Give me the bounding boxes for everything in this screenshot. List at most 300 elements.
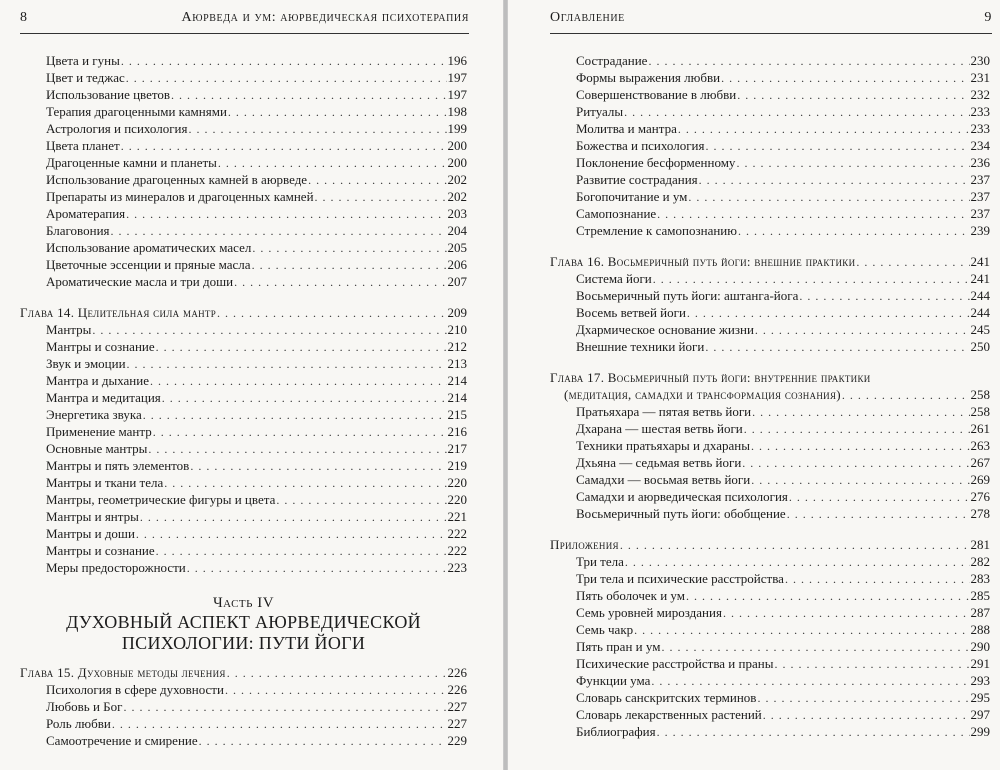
dot-leader [150, 373, 447, 390]
dot-leader [143, 407, 447, 424]
toc-entry-title: Пять оболочек и ум [576, 588, 685, 603]
toc-entry[interactable] [550, 287, 990, 304]
toc-entry-title: Мантры и ткани тела [46, 475, 164, 490]
toc-entry-title: Использование драгоценных камней в аюрведе [46, 172, 308, 187]
toc-entry[interactable] [20, 137, 467, 154]
chapter-page: 241 [970, 254, 990, 269]
toc-chapter-14[interactable] [20, 304, 467, 321]
toc-entry-title: Энергетика звука [46, 407, 142, 422]
toc-entry-title: Система йоги [576, 271, 652, 286]
toc-entry[interactable] [20, 389, 467, 406]
dot-leader [757, 690, 969, 707]
toc-entry[interactable] [550, 137, 990, 154]
dot-leader [228, 104, 447, 121]
toc-entry-title: Самоотречение и смирение [46, 733, 198, 748]
toc-entry-title: Меры предосторожности [46, 560, 186, 575]
toc-chapter-17[interactable] [550, 369, 990, 403]
toc-entry[interactable] [550, 154, 990, 171]
toc-entry-page: 204 [447, 223, 467, 238]
toc-entry[interactable] [550, 69, 990, 86]
chapter-title: Глава 15. Духовные методы лечения [20, 665, 226, 680]
toc-entry[interactable] [550, 420, 990, 437]
dot-leader [752, 404, 969, 421]
dot-leader [721, 70, 969, 87]
dot-leader [648, 53, 969, 70]
toc-entry[interactable] [550, 222, 990, 239]
toc-entry-title: Психология в сфере духовности [46, 682, 224, 697]
toc-entry[interactable] [550, 437, 990, 454]
toc-entry[interactable] [550, 689, 990, 706]
toc-entry-title: Ароматические масла и три доши [46, 274, 234, 289]
toc-entry-page: 202 [447, 172, 467, 187]
toc-entry[interactable] [20, 86, 467, 103]
toc-entry-title: Роль любви [46, 716, 111, 731]
toc-entry[interactable] [20, 52, 467, 69]
toc-entry-page: 237 [970, 206, 990, 221]
toc-entry[interactable] [550, 403, 990, 420]
toc-entry-title: Формы выражения любви [576, 70, 721, 85]
toc-entry-page: 227 [447, 716, 467, 731]
toc-entry-page: 258 [970, 404, 990, 419]
right-page [507, 0, 1000, 770]
dot-leader [199, 733, 447, 750]
toc-entry-page: 221 [447, 509, 467, 524]
toc-entry[interactable] [550, 553, 990, 570]
toc-entry-page: 234 [970, 138, 990, 153]
part-number: Часть IV [212, 595, 275, 611]
dot-leader [276, 492, 446, 509]
toc-entry-title: Пять пран и ум [576, 639, 661, 654]
toc-entry-page: 217 [447, 441, 467, 456]
toc-entry-page: 222 [447, 543, 467, 558]
dot-leader [162, 390, 447, 407]
toc-entry[interactable] [550, 321, 990, 338]
toc-entry-page: 276 [970, 489, 990, 504]
toc-entry[interactable] [550, 706, 990, 723]
dot-leader [315, 189, 447, 206]
toc-entry-title: Внешние техники йоги [576, 339, 705, 354]
toc-entry-page: 282 [970, 554, 990, 569]
toc-entry-title: Самадхи и аюрведическая психология [576, 489, 788, 504]
left-running-head [20, 10, 469, 34]
toc-chapter-15[interactable] [20, 664, 467, 681]
dot-leader [121, 138, 447, 155]
toc-entry-page: 199 [447, 121, 467, 136]
part-title-line1: ДУХОВНЫЙ АСПЕКТ АЮРВЕДИЧЕСКОЙ [66, 612, 421, 632]
toc-entry[interactable] [550, 621, 990, 638]
toc-entry-page: 236 [970, 155, 990, 170]
dot-leader [751, 472, 969, 489]
toc-entry[interactable] [550, 604, 990, 621]
toc-entry-page: 283 [970, 571, 990, 586]
dot-leader [187, 560, 447, 577]
toc-entry-page: 239 [970, 223, 990, 238]
dot-leader [111, 223, 447, 240]
toc-entry-page: 285 [970, 588, 990, 603]
chapter-title-line2: (медитация, самадхи и трансформация сознания) [564, 387, 841, 402]
toc-entry[interactable] [20, 205, 467, 222]
toc-entry[interactable] [20, 256, 467, 273]
toc-entry-title: Восемь ветвей йоги [576, 305, 686, 320]
toc-entry[interactable] [550, 587, 990, 604]
toc-entry-page: 267 [970, 455, 990, 470]
dot-leader [763, 707, 970, 724]
dot-leader [856, 254, 969, 271]
toc-entry[interactable] [550, 270, 990, 287]
toc-entry-page: 278 [970, 506, 990, 521]
toc-entry-page: 291 [970, 656, 990, 671]
right-running-head-title: Оглавление [550, 10, 625, 25]
toc-entry[interactable] [20, 222, 467, 239]
toc-entry[interactable] [550, 672, 990, 689]
dot-leader [842, 387, 970, 404]
toc-entry-title: Дхьяна — седьмая ветвь йоги [576, 455, 742, 470]
toc-entry[interactable] [20, 239, 467, 256]
toc-entry-title: Цвета и гуны [46, 53, 120, 68]
dot-leader [625, 554, 970, 571]
dot-leader [688, 189, 969, 206]
dot-leader [156, 339, 447, 356]
dot-leader [225, 682, 447, 699]
toc-entry[interactable] [20, 69, 467, 86]
toc-entry-title: Применение мантр [46, 424, 152, 439]
toc-entry[interactable] [20, 715, 467, 732]
toc-entry[interactable] [550, 655, 990, 672]
toc-entry-title: Три тела и психические расстройства [576, 571, 784, 586]
toc-entry[interactable] [20, 508, 467, 525]
dot-leader [127, 356, 447, 373]
toc-entry-page: 237 [970, 172, 990, 187]
dot-leader [136, 526, 447, 543]
toc-entry-page: 214 [447, 390, 467, 405]
toc-entry-page: 205 [447, 240, 467, 255]
toc-entry-page: 197 [447, 87, 467, 102]
toc-entry[interactable] [550, 52, 990, 69]
toc-entry-title: Использование цветов [46, 87, 171, 102]
part-title-line2: ПСИХОЛОГИИ: ПУТИ ЙОГИ [121, 633, 366, 653]
toc-group [550, 553, 990, 740]
toc-entry[interactable] [20, 457, 467, 474]
dot-leader [112, 716, 447, 733]
toc-entry-title: Библиография [576, 724, 656, 739]
toc-entry-title: Техники пратьяхары и дхараны [576, 438, 750, 453]
toc-group [550, 270, 990, 355]
toc-entry-title: Дхарана — шестая ветвь йоги [576, 421, 743, 436]
dot-leader [686, 588, 970, 605]
toc-entry-title: Восьмеричный путь йоги: обобщение [576, 506, 786, 521]
dot-leader [620, 537, 970, 554]
dot-leader [148, 441, 446, 458]
toc-entry-page: 231 [970, 70, 990, 85]
toc-entry-title: Самадхи — восьмая ветвь йоги [576, 472, 751, 487]
toc-entry-title: Ароматерапия [46, 206, 126, 221]
dot-leader [737, 87, 969, 104]
toc-entry[interactable] [20, 681, 467, 698]
toc-entry-page: 214 [447, 373, 467, 388]
toc-entry-page: 223 [447, 560, 467, 575]
chapter-page: 258 [970, 387, 990, 402]
toc-entry-page: 233 [970, 104, 990, 119]
dot-leader [651, 673, 969, 690]
toc-entry-page: 212 [447, 339, 467, 354]
toc-entry[interactable] [20, 732, 467, 749]
toc-entry[interactable] [550, 638, 990, 655]
toc-entry-page: 230 [970, 53, 990, 68]
dot-leader [164, 475, 446, 492]
dot-leader [227, 665, 447, 682]
toc-entry-title: Молитва и мантра [576, 121, 677, 136]
toc-entry-title: Поклонение бесформенному [576, 155, 736, 170]
toc-entry-title: Звук и эмоции [46, 356, 126, 371]
toc-entry-page: 227 [447, 699, 467, 714]
dot-leader [751, 438, 970, 455]
toc-entry-page: 290 [970, 639, 990, 654]
toc-entry-title: Функции ума [576, 673, 651, 688]
dot-leader [699, 172, 970, 189]
toc-entry[interactable] [550, 505, 990, 522]
dot-leader [140, 509, 447, 526]
dot-leader [634, 622, 969, 639]
toc-entry-page: 220 [447, 475, 467, 490]
toc-entry-title: Основные мантры [46, 441, 148, 456]
toc-entry-title: Использование ароматических масел [46, 240, 252, 255]
part-heading [20, 594, 467, 654]
toc-entry-title: Дхармическое основание жизни [576, 322, 754, 337]
dot-leader [799, 288, 969, 305]
toc-entry-page: 197 [447, 70, 467, 85]
toc-entry-page: 263 [970, 438, 990, 453]
toc-entry[interactable] [550, 304, 990, 321]
toc-entry-title: Мантры и янтры [46, 509, 139, 524]
toc-entry-page: 196 [447, 53, 467, 68]
toc-entry-page: 229 [447, 733, 467, 748]
chapter-title: Глава 16. Восьмеричный путь йоги: внешние практики [550, 254, 856, 269]
dot-leader [657, 206, 969, 223]
dot-leader [705, 138, 969, 155]
toc-entry-page: 269 [970, 472, 990, 487]
toc-entry-title: Цвета планет [46, 138, 120, 153]
toc-entry-title: Божества и психология [576, 138, 705, 153]
toc-entry-page: 206 [447, 257, 467, 272]
dot-leader [190, 458, 446, 475]
toc-entry-page: 287 [970, 605, 990, 620]
toc-entry[interactable] [20, 559, 467, 576]
toc-entry[interactable] [20, 698, 467, 715]
dot-leader [252, 240, 446, 257]
dot-leader [126, 206, 446, 223]
right-page-number: 9 [984, 10, 992, 25]
toc-entry[interactable] [550, 471, 990, 488]
left-running-head-title: Аюрведа и ум: аюрведическая психотерапия [181, 10, 469, 25]
toc-entry-page: 222 [447, 526, 467, 541]
dot-leader [121, 53, 447, 70]
dot-leader [789, 489, 970, 506]
toc-entry-title: Психические расстройства и праны [576, 656, 774, 671]
toc-entry[interactable] [20, 103, 467, 120]
chapter-title: Глава 14. Целительная сила мантр [20, 305, 217, 320]
toc-entry[interactable] [20, 474, 467, 491]
toc-entry-page: 232 [970, 87, 990, 102]
toc-group [20, 681, 467, 749]
toc-entry-title: Ритуалы [576, 104, 624, 119]
toc-entry-title: Совершенствование в любви [576, 87, 737, 102]
dot-leader [657, 724, 970, 741]
left-toc [20, 52, 467, 749]
toc-entry[interactable] [550, 86, 990, 103]
toc-entry-title: Мантры и сознание [46, 543, 155, 558]
toc-entry-page: 233 [970, 121, 990, 136]
toc-entry-page: 213 [447, 356, 467, 371]
dot-leader [653, 271, 970, 288]
toc-entry-page: 200 [447, 155, 467, 170]
chapter-page: 226 [447, 665, 467, 680]
toc-entry[interactable] [20, 525, 467, 542]
dot-leader [736, 155, 969, 172]
toc-entry-title: Самопознание [576, 206, 657, 221]
left-page-number: 8 [20, 10, 28, 25]
toc-group [550, 403, 990, 522]
toc-entry-page: 245 [970, 322, 990, 337]
toc-entry[interactable] [550, 338, 990, 355]
toc-entry[interactable] [20, 188, 467, 205]
toc-entry[interactable] [550, 120, 990, 137]
toc-entry-page: 226 [447, 682, 467, 697]
toc-entry-title: Цветочные эссенции и пряные масла [46, 257, 251, 272]
toc-entry-page: 297 [970, 707, 990, 722]
toc-entry-page: 215 [447, 407, 467, 422]
toc-entry-title: Словарь санскритских терминов [576, 690, 757, 705]
dot-leader [126, 70, 447, 87]
dot-leader [189, 121, 447, 138]
dot-leader [92, 322, 446, 339]
toc-entry[interactable] [20, 355, 467, 372]
dot-leader [774, 656, 969, 673]
toc-entry[interactable] [550, 188, 990, 205]
toc-group [20, 321, 467, 576]
toc-entry-page: 207 [447, 274, 467, 289]
dot-leader [678, 121, 970, 138]
toc-entry-page: 237 [970, 189, 990, 204]
dot-leader [171, 87, 446, 104]
dot-leader [687, 305, 970, 322]
toc-entry-title: Стремление к самопознанию [576, 223, 737, 238]
toc-entry[interactable] [20, 440, 467, 457]
dot-leader [738, 223, 970, 240]
toc-entry-title: Сострадание [576, 53, 648, 68]
right-running-head [550, 10, 992, 34]
dot-leader [252, 257, 447, 274]
toc-entry-page: 299 [970, 724, 990, 739]
toc-entry-title: Пратьяхара — пятая ветвь йоги [576, 404, 752, 419]
dot-leader [787, 506, 970, 523]
toc-entry[interactable] [20, 273, 467, 290]
toc-entry-title: Семь чакр [576, 622, 634, 637]
dot-leader [755, 322, 970, 339]
toc-entry-title: Любовь и Бог [46, 699, 123, 714]
toc-entry-page: 244 [970, 288, 990, 303]
toc-entry[interactable] [550, 205, 990, 222]
dot-leader [661, 639, 969, 656]
toc-entry-title: Мантры [46, 322, 92, 337]
dot-leader [705, 339, 969, 356]
dot-leader [723, 605, 970, 622]
dot-leader [234, 274, 446, 291]
toc-entry-page: 210 [447, 322, 467, 337]
toc-entry-page: 288 [970, 622, 990, 637]
dot-leader [218, 155, 447, 172]
toc-entry[interactable] [20, 154, 467, 171]
toc-entry-title: Восьмеричный путь йоги: аштанга-йога [576, 288, 799, 303]
dot-leader [123, 699, 446, 716]
toc-entry-page: 293 [970, 673, 990, 688]
toc-entry-title: Терапия драгоценными камнями [46, 104, 227, 119]
toc-entry[interactable] [20, 542, 467, 559]
toc-entry[interactable] [20, 372, 467, 389]
chapter-page: 209 [447, 305, 467, 320]
toc-chapter-16[interactable] [550, 253, 990, 270]
toc-entry-page: 220 [447, 492, 467, 507]
toc-entry[interactable] [550, 570, 990, 587]
chapter-title: Приложения [550, 537, 619, 552]
toc-entry-title: Развитие сострадания [576, 172, 698, 187]
toc-entry[interactable] [20, 171, 467, 188]
toc-entry-title: Мантры и сознание [46, 339, 155, 354]
toc-entry[interactable] [550, 488, 990, 505]
toc-entry[interactable] [20, 120, 467, 137]
toc-entry-title: Богопочитание и ум [576, 189, 688, 204]
toc-appendix[interactable] [550, 536, 990, 553]
toc-entry-title: Драгоценные камни и планеты [46, 155, 217, 170]
toc-group [20, 52, 467, 290]
toc-entry[interactable] [20, 491, 467, 508]
toc-entry-title: Препараты из минералов и драгоценных камней [46, 189, 314, 204]
dot-leader [785, 571, 970, 588]
toc-entry[interactable] [550, 723, 990, 740]
toc-entry-page: 244 [970, 305, 990, 320]
dot-leader [217, 305, 446, 322]
right-toc [550, 52, 990, 740]
toc-entry[interactable] [20, 406, 467, 423]
toc-entry[interactable] [20, 423, 467, 440]
toc-entry-page: 219 [447, 458, 467, 473]
toc-entry-page: 198 [447, 104, 467, 119]
toc-entry-page: 203 [447, 206, 467, 221]
dot-leader [742, 455, 969, 472]
toc-entry-title: Словарь лекарственных растений [576, 707, 762, 722]
toc-entry-page: 250 [970, 339, 990, 354]
toc-entry-page: 200 [447, 138, 467, 153]
toc-group [550, 52, 990, 239]
toc-entry[interactable] [20, 338, 467, 355]
toc-entry-title: Мантры и доши [46, 526, 135, 541]
toc-entry-page: 261 [970, 421, 990, 436]
dot-leader [156, 543, 447, 560]
toc-entry[interactable] [550, 103, 990, 120]
toc-entry-title: Благовония [46, 223, 110, 238]
toc-entry-title: Мантры, геометрические фигуры и цвета [46, 492, 276, 507]
toc-entry[interactable] [20, 321, 467, 338]
toc-entry-page: 202 [447, 189, 467, 204]
toc-entry-title: Мантры и пять элементов [46, 458, 190, 473]
toc-entry[interactable] [550, 454, 990, 471]
toc-entry-title: Мантра и медитация [46, 390, 161, 405]
toc-entry-page: 295 [970, 690, 990, 705]
chapter-page: 281 [970, 537, 990, 552]
toc-entry[interactable] [550, 171, 990, 188]
dot-leader [624, 104, 969, 121]
dot-leader [153, 424, 447, 441]
toc-entry-title: Три тела [576, 554, 624, 569]
